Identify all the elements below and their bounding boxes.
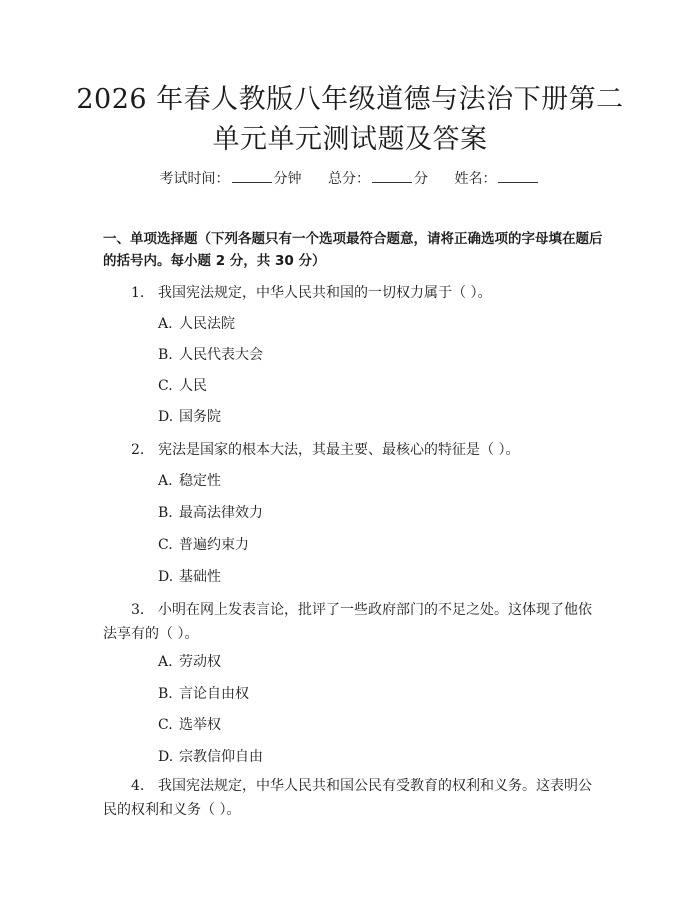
option-text: 劳动权 — [179, 654, 221, 670]
total-score — [328, 168, 428, 189]
option-letter: A. — [158, 654, 173, 670]
option-text: 国务院 — [179, 409, 221, 425]
question-2-option-a — [158, 470, 221, 492]
question-number: 3. — [131, 602, 145, 618]
document-title-line-2: 单元单元测试题及答案 — [212, 124, 488, 155]
option-letter: B. — [158, 686, 173, 702]
exam-time-blank — [232, 168, 272, 183]
question-3-option-d — [158, 746, 263, 768]
option-letter: C. — [158, 378, 173, 394]
question-2 — [131, 439, 519, 461]
option-text: 基础性 — [179, 569, 221, 585]
option-text: 选举权 — [179, 717, 221, 733]
option-text: 人民法院 — [179, 316, 235, 332]
option-text: 宗教信仰自由 — [179, 749, 263, 765]
exam-info-line — [0, 168, 700, 189]
question-number: 1. — [131, 285, 145, 301]
option-text: 最高法律效力 — [179, 505, 263, 521]
exam-time — [160, 168, 302, 189]
question-3 — [103, 598, 603, 646]
exam-time-label: 考试时间： — [159, 171, 230, 187]
total-score-unit: 分 — [414, 171, 428, 187]
question-1-option-d — [158, 406, 221, 428]
question-3-option-c — [158, 714, 221, 736]
student-name-blank — [498, 168, 538, 183]
question-number: 4. — [131, 778, 145, 794]
question-3-option-b — [158, 683, 249, 705]
question-1-option-c — [158, 375, 207, 397]
question-2-option-d — [158, 566, 221, 588]
option-text: 稳定性 — [179, 473, 221, 489]
option-letter: D. — [158, 569, 174, 585]
question-2-option-b — [158, 502, 263, 524]
section-heading-single-choice: 一、单项选择题（下列各题只有一个选项最符合题意，请将正确选项的字母填在题后的括号内。每小题 2 分，共 30 分） — [103, 231, 603, 269]
question-3-option-a — [158, 651, 221, 673]
question-1-option-a — [158, 313, 235, 335]
total-score-blank — [372, 168, 412, 183]
option-letter: C. — [158, 537, 173, 553]
option-letter: B. — [158, 505, 173, 521]
option-text: 言论自由权 — [179, 686, 249, 702]
option-letter: C. — [158, 717, 173, 733]
option-text: 普遍约束力 — [179, 537, 249, 553]
question-text: 我国宪法规定，中华人民共和国公民有受教育的权利和义务。这表明公民的权利和义务（ ）。 — [103, 778, 592, 818]
option-letter: D. — [158, 409, 174, 425]
question-text: 我国宪法规定，中华人民共和国的一切权力属于（ ）。 — [158, 285, 492, 301]
question-text: 宪法是国家的根本大法，其最主要、最核心的特征是（ ）。 — [158, 442, 520, 458]
student-name-label: 姓名： — [454, 171, 497, 187]
question-1 — [131, 282, 491, 304]
option-text: 人民 — [179, 378, 207, 394]
option-letter: D. — [158, 749, 174, 765]
question-4 — [103, 774, 603, 822]
total-score-label: 总分： — [328, 171, 370, 187]
question-text: 小明在网上发表言论，批评了一些政府部门的不足之处。这体现了他依法享有的（ ）。 — [103, 602, 592, 642]
option-letter: B. — [158, 347, 173, 363]
option-letter: A. — [158, 473, 173, 489]
document-title-line-1: 2026 年春人教版八年级道德与法治下册第二 — [76, 84, 624, 115]
student-name — [454, 168, 540, 189]
option-letter: A. — [158, 316, 173, 332]
exam-time-unit: 分钟 — [273, 171, 302, 187]
option-text: 人民代表大会 — [179, 347, 263, 363]
question-2-option-c — [158, 534, 249, 556]
question-1-option-b — [158, 344, 263, 366]
question-number: 2. — [131, 442, 145, 458]
